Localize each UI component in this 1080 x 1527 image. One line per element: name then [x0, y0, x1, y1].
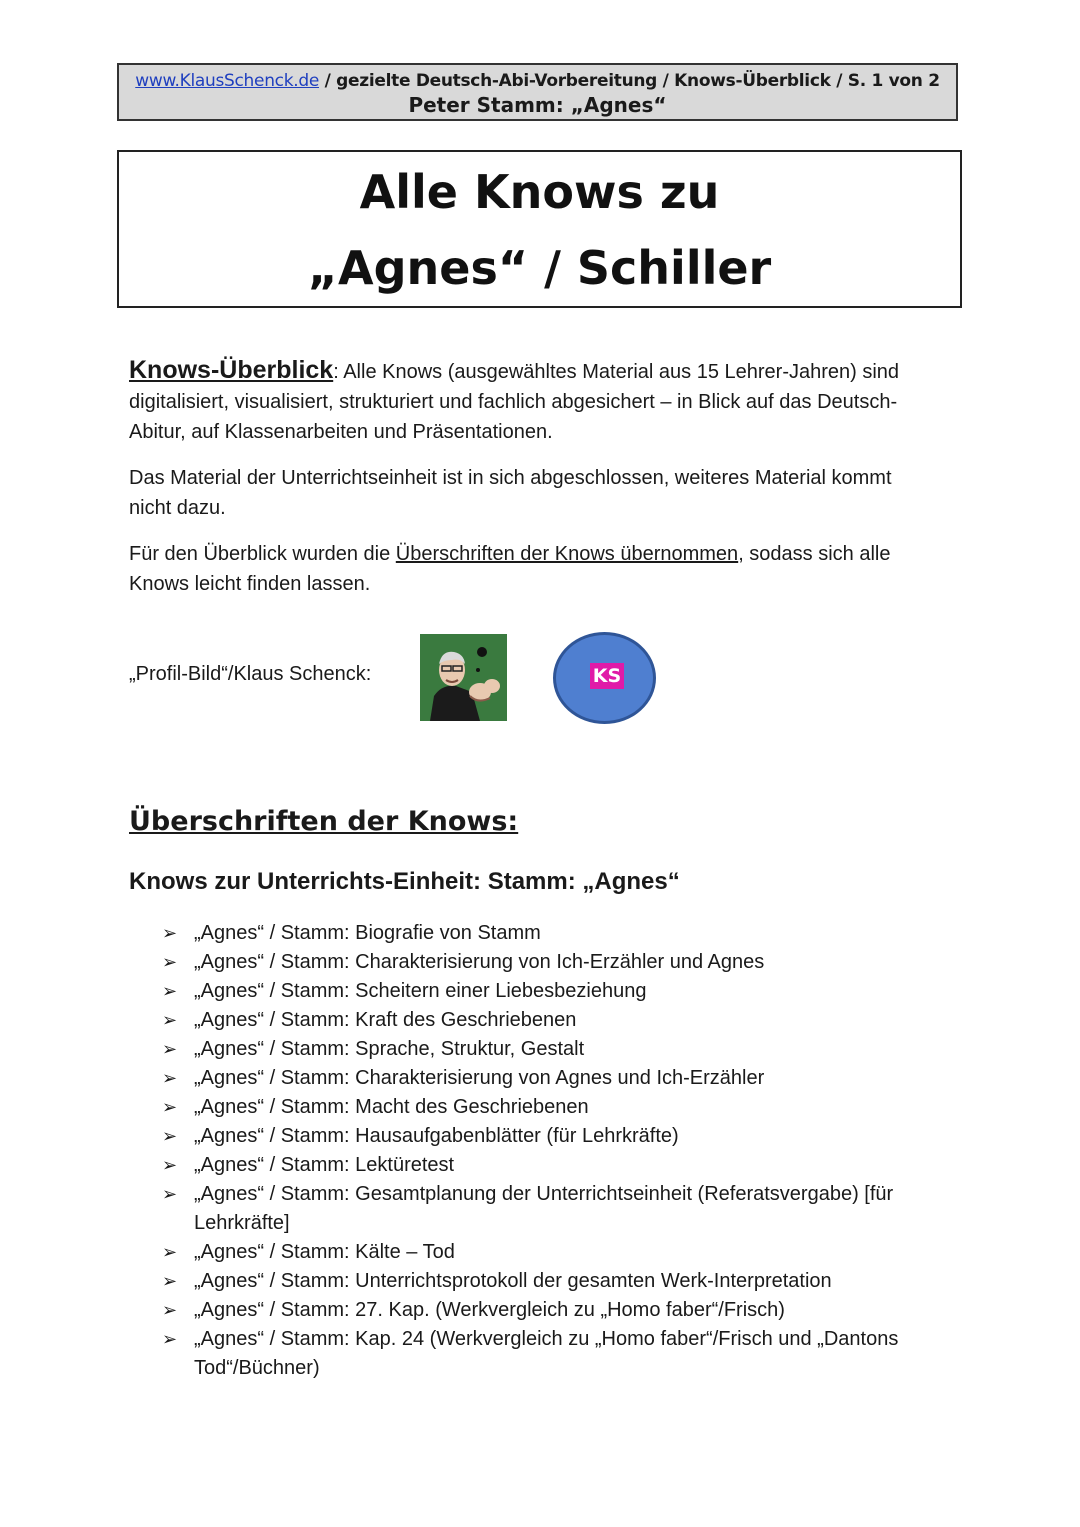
intro-paragraph-1-text: : Alle Knows (ausgewähltes Material aus 15 Lehrer-Jahren) sind digitalisiert, visualisiert, strukturiert und fachlich abgesichert – in Blick auf das Deutsch-Abitur, auf Klassenarbeiten und Präsentationen. — [129, 361, 900, 443]
list-item — [162, 1064, 942, 1093]
list-item-text: „Agnes“ / Stamm: Lektüretest — [194, 1154, 455, 1176]
page-title-line1: Alle Knows zu — [359, 165, 720, 219]
list-item-text: „Agnes“ / Stamm: Charakterisierung von Agnes und Ich-Erzähler — [194, 1067, 765, 1089]
intro-paragraph-2: Das Material der Unterrichtseinheit ist in sich abgeschlossen, weiteres Material kommt nicht dazu. — [129, 467, 892, 519]
list-item — [162, 919, 942, 948]
ks-badge: KS — [590, 663, 624, 689]
list-item — [162, 1006, 942, 1035]
list-item-text: „Agnes“ / Stamm: Hausaufgabenblätter (für Lehrkräfte) — [194, 1125, 679, 1147]
person-illustration-icon — [420, 634, 507, 721]
list-item-text: „Agnes“ / Stamm: Kraft des Geschriebenen — [194, 1009, 577, 1031]
title-box — [117, 150, 962, 308]
list-item — [162, 1296, 942, 1325]
header-subtitle: Peter Stamm: „Agnes“ — [408, 93, 667, 117]
list-item — [162, 1267, 942, 1296]
list-item — [162, 1035, 942, 1064]
arrow-bullet-icon: ➢ — [162, 1010, 178, 1030]
list-item-text: „Agnes“ / Stamm: 27. Kap. (Werkvergleich zu „Homo faber“/Frisch) — [194, 1299, 785, 1321]
list-item-text: „Agnes“ / Stamm: Kälte – Tod — [194, 1241, 455, 1263]
list-item — [162, 1180, 942, 1238]
list-item — [162, 948, 942, 977]
arrow-bullet-icon: ➢ — [162, 1271, 178, 1291]
list-item-text: „Agnes“ / Stamm: Unterrichtsprotokoll der gesamten Werk-Interpretation — [194, 1270, 832, 1292]
intro-section — [129, 355, 939, 615]
arrow-bullet-icon: ➢ — [162, 981, 178, 1001]
section-heading: Überschriften der Knows: — [129, 806, 519, 837]
arrow-bullet-icon: ➢ — [162, 1039, 178, 1059]
page-header — [117, 63, 958, 121]
intro-paragraph-3-before: Für den Überblick wurden die — [129, 543, 396, 565]
profile-avatar-image — [420, 634, 507, 721]
list-item — [162, 1093, 942, 1122]
list-item — [162, 1151, 942, 1180]
list-item — [162, 1122, 942, 1151]
list-item — [162, 1238, 942, 1267]
arrow-bullet-icon: ➢ — [162, 923, 178, 943]
list-item-text: „Agnes“ / Stamm: Macht des Geschriebenen — [194, 1096, 589, 1118]
arrow-bullet-icon: ➢ — [162, 1068, 178, 1088]
arrow-bullet-icon: ➢ — [162, 1126, 178, 1146]
arrow-bullet-icon: ➢ — [162, 1329, 178, 1349]
arrow-bullet-icon: ➢ — [162, 1097, 178, 1117]
arrow-bullet-icon: ➢ — [162, 952, 178, 972]
intro-paragraph-3 — [129, 539, 939, 599]
arrow-bullet-icon: ➢ — [162, 1155, 178, 1175]
page-title-line2: „Agnes“ / Schiller — [307, 241, 772, 295]
list-item-text: „Agnes“ / Stamm: Gesamtplanung der Unterrichtseinheit (Referatsvergabe) [für Lehrkräfte] — [194, 1183, 894, 1234]
intro-paragraph-3-after: , sodass sich alle Knows leicht finden lassen. — [129, 543, 891, 595]
list-item-text: „Agnes“ / Stamm: Biografie von Stamm — [194, 922, 541, 944]
header-breadcrumb — [119, 71, 956, 91]
list-item — [162, 977, 942, 1006]
sub-heading: Knows zur Unterrichts-Einheit: Stamm: „Agnes“ — [129, 868, 680, 895]
ks-logo — [553, 632, 656, 724]
list-item-text: „Agnes“ / Stamm: Charakterisierung von Ich-Erzähler und Agnes — [194, 951, 765, 973]
knows-list — [162, 919, 942, 1383]
list-item-text: „Agnes“ / Stamm: Scheitern einer Liebesbeziehung — [194, 980, 647, 1002]
intro-paragraph-3-underlined: Überschriften der Knows übernommen — [395, 543, 739, 565]
header-breadcrumb-text: / gezielte Deutsch-Abi-Vorbereitung / Knows-Überblick / S. 1 von 2 — [319, 71, 940, 91]
intro-heading: Knows-Überblick — [129, 356, 334, 384]
arrow-bullet-icon: ➢ — [162, 1242, 178, 1262]
intro-paragraph-1 — [129, 355, 939, 447]
arrow-bullet-icon: ➢ — [162, 1300, 178, 1320]
website-link[interactable]: www.KlausSchenck.de — [135, 71, 320, 91]
arrow-bullet-icon: ➢ — [162, 1184, 178, 1204]
list-item — [162, 1325, 942, 1383]
list-item-text: „Agnes“ / Stamm: Sprache, Struktur, Gestalt — [194, 1038, 585, 1060]
list-item-text: „Agnes“ / Stamm: Kap. 24 (Werkvergleich zu „Homo faber“/Frisch und „Dantons Tod“/Büchner) — [194, 1328, 899, 1379]
profile-label: „Profil-Bild“/Klaus Schenck: — [129, 663, 372, 685]
